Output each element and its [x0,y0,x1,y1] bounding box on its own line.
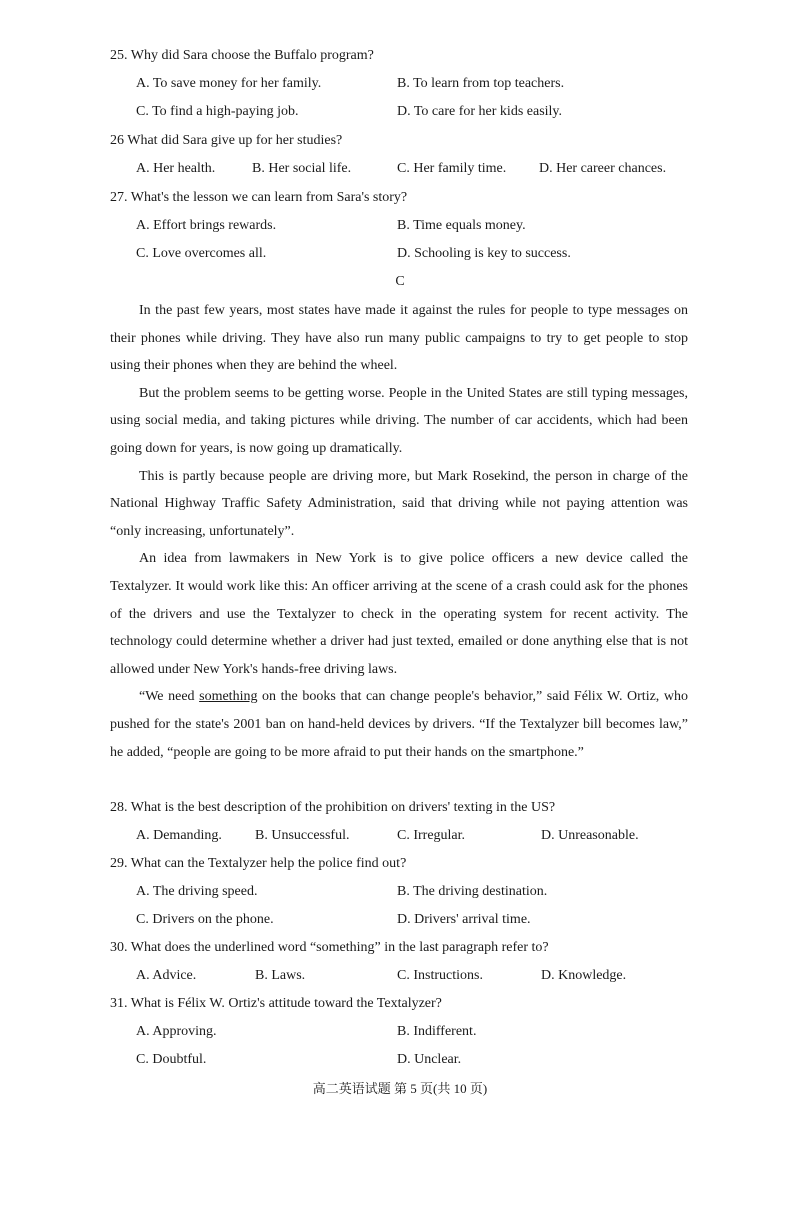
passage-paragraph: But the problem seems to be getting worse. People in the United States are still typing messages, using social media, and taking pictures while driving. The number of car accidents, which had been going down for years, is now going up dramatically. [110,385,688,456]
answer-option: D. Her career chances. [539,161,667,176]
answer-option: C. Love overcomes all. [136,246,267,261]
answer-option: A. Approving. [136,1024,217,1039]
question-stem: 30. What does the underlined word “something” in the last paragraph refer to? [110,940,549,955]
answer-option: A. Advice. [136,968,197,983]
answer-option: A. The driving speed. [136,884,258,899]
answer-option: A. To save money for her family. [136,76,322,91]
answer-option: D. Schooling is key to success. [397,246,571,261]
answer-option: A. Effort brings rewards. [136,218,277,233]
underlined-word: something [199,689,258,705]
answer-option: D. To care for her kids easily. [397,104,563,119]
answer-option: C. Doubtful. [136,1052,207,1067]
question-stem: 27. What's the lesson we can learn from Sara's story? [110,190,408,205]
passage-paragraph: “We need something on the books that can change people's behavior,” said Félix W. Ortiz, who pushed for the state's 2001 ban on hand-held devices by drivers. “If the Textalyzer bill becomes law,” he added, “people are going to be more afraid to put their hands on the smartphone.” [110,689,688,760]
answer-option: D. Unclear. [397,1052,462,1067]
answer-option: D. Drivers' arrival time. [397,912,531,927]
question-stem: 28. What is the best description of the prohibition on drivers' texting in the US? [110,800,556,815]
answer-option: B. Indifferent. [397,1024,477,1039]
answer-option: C. Her family time. [397,161,507,176]
question-stem: 25. Why did Sara choose the Buffalo program? [110,48,374,63]
answer-option: B. Time equals money. [397,218,526,233]
answer-option: D. Knowledge. [541,968,627,983]
answer-option: B. Her social life. [252,161,352,176]
passage-paragraph: This is partly because people are driving more, but Mark Rosekind, the person in charge of the National Highway Traffic Safety Administration, said that driving while not paying attention was “only increasing, unfortunately”. [110,468,688,539]
answer-option: C. Irregular. [397,828,466,843]
answer-option: B. The driving destination. [397,884,548,899]
question-stem: 31. What is Félix W. Ortiz's attitude toward the Textalyzer? [110,996,442,1011]
question-stem: 29. What can the Textalyzer help the police find out? [110,856,407,871]
passage-paragraph: An idea from lawmakers in New York is to give police officers a new device called the Textalyzer. It would work like this: An officer arriving at the scene of a crash could ask for the phones of the drivers and use the Textalyzer to check in the operating system for recent activity. The technology could determine whether a driver had just texted, emailed or done anything else that is not allowed under New York's hands-free driving laws. [110,551,688,677]
answer-option: C. To find a high-paying job. [136,104,299,119]
answer-option: A. Her health. [136,161,216,176]
answer-option: C. Instructions. [397,968,483,983]
section-heading: C [395,274,405,289]
answer-option: B. To learn from top teachers. [397,76,565,91]
page-footer: 高二英语试题 第 5 页(共 10 页) [312,1081,488,1096]
answer-option: B. Laws. [255,968,306,983]
answer-option: D. Unreasonable. [541,828,639,843]
answer-option: A. Demanding. [136,828,222,843]
passage-paragraph: In the past few years, most states have made it against the rules for people to type messages on their phones while driving. They have also run many public campaigns to try to get people to stop using their phones when they are behind the wheel. [110,303,688,374]
answer-option: C. Drivers on the phone. [136,912,274,927]
reading-passage [110,297,688,766]
answer-option: B. Unsuccessful. [255,828,350,843]
question-stem: 26 What did Sara give up for her studies? [110,133,343,148]
